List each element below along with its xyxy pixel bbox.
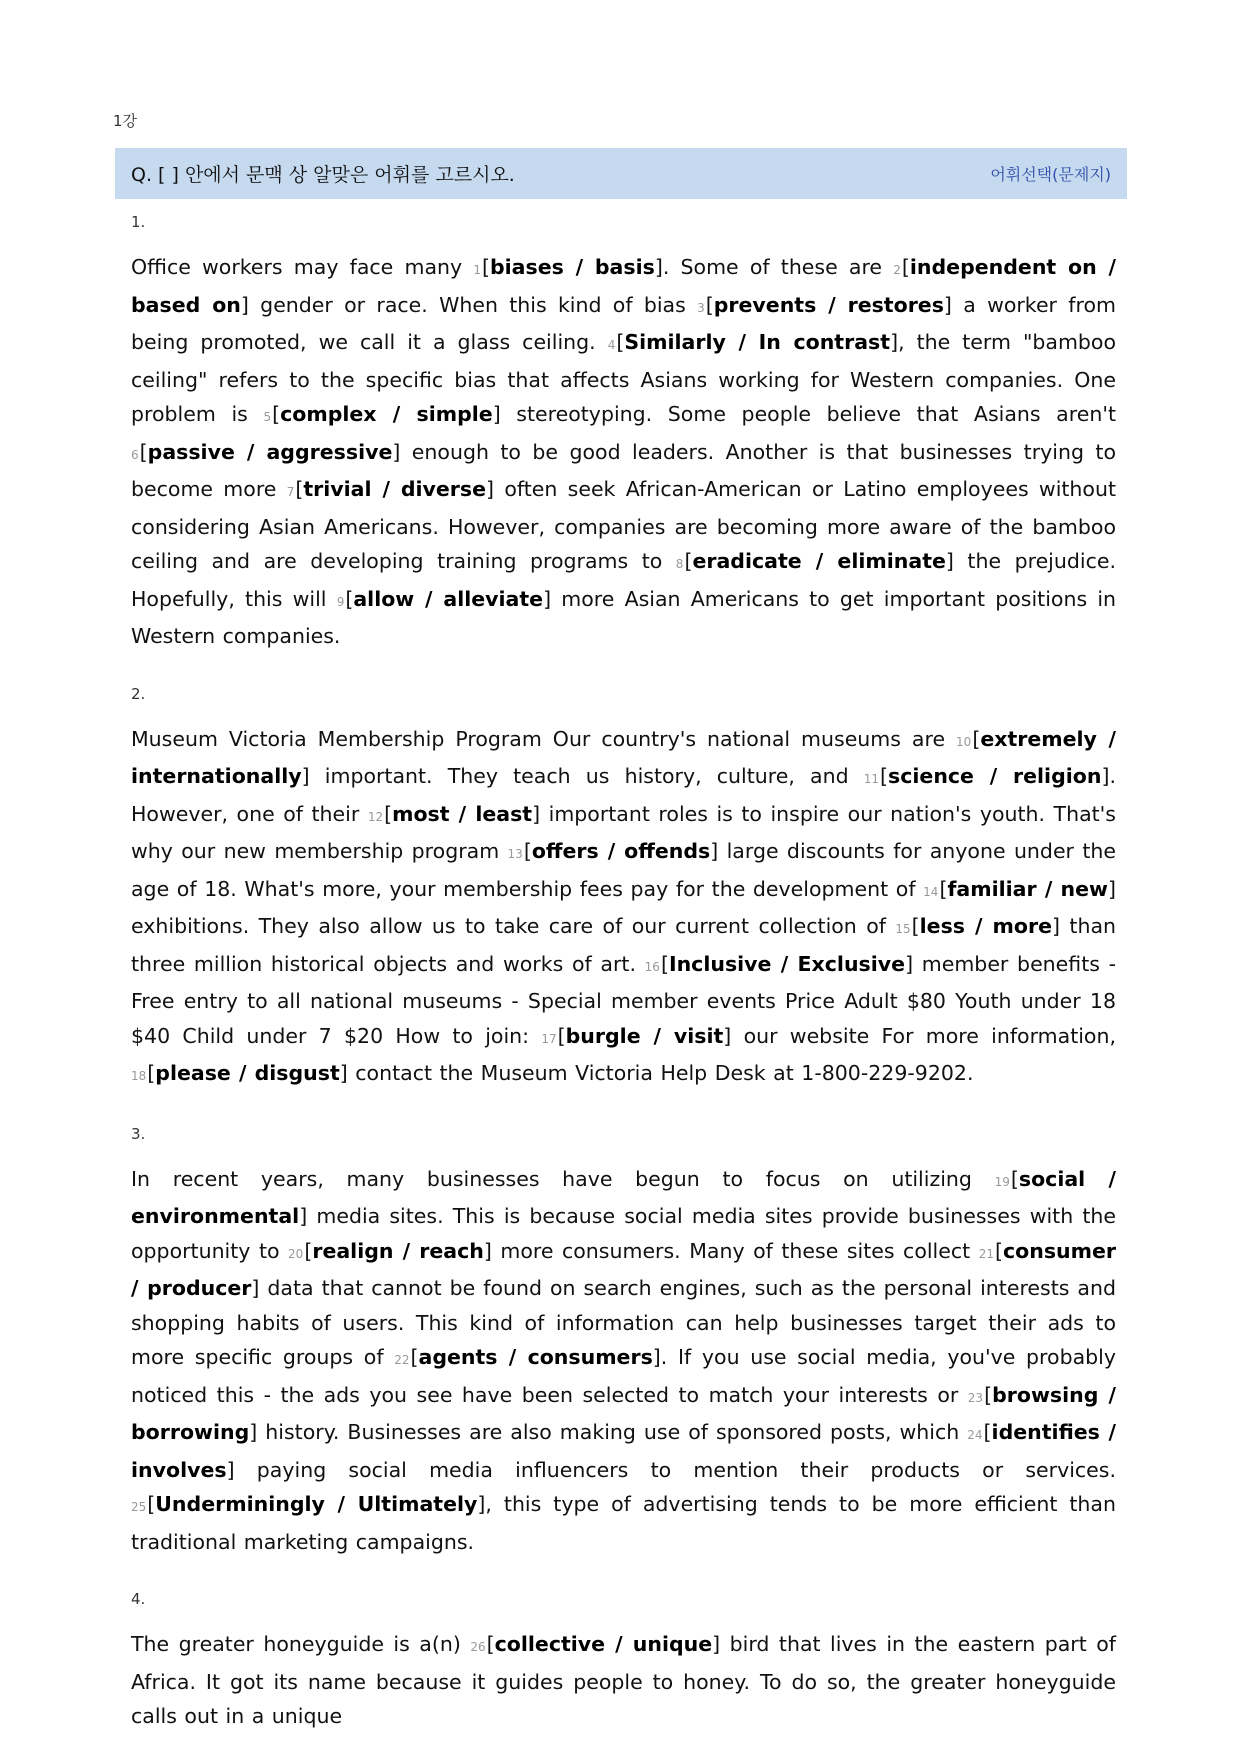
choice-options: familiar / new	[947, 876, 1108, 901]
choice-number: 14	[923, 884, 939, 899]
passage-text: . Some of these are	[662, 255, 894, 279]
questions-container	[131, 212, 1116, 1764]
vocab-choice: 21[consumer / producer]	[131, 1238, 1116, 1300]
passage-text: than three million historical objects and works of art.	[131, 914, 1116, 976]
question-block	[131, 212, 1116, 654]
choice-number: 13	[507, 847, 523, 861]
choice-options: most / least	[392, 801, 533, 826]
vocab-choice: 16[Inclusive / Exclusive]	[644, 951, 914, 976]
choice-options: offers / offends	[531, 839, 711, 863]
choice-number: 19	[994, 1174, 1010, 1189]
question-number: 2.	[131, 684, 146, 703]
vocab-choice: 8[eradicate / eliminate]	[675, 549, 954, 573]
choice-number: 17	[541, 1031, 557, 1046]
passage-text: enough to be good leaders. Another is that businesses trying to become more	[131, 439, 1116, 501]
worksheet-type-tag: 어휘선택(문제지)	[990, 165, 1111, 184]
choice-number: 1	[473, 263, 481, 277]
passage-text: The greater honeyguide is a(n)	[131, 1632, 471, 1656]
choice-options: consumer / producer	[131, 1238, 1116, 1300]
question-number: 4.	[131, 1590, 146, 1608]
question-passage	[131, 250, 1116, 654]
passage-text: important roles is to inspire our nation's youth. That's why our new membership program	[131, 801, 1116, 863]
choice-options: browsing / borrowing	[131, 1382, 1116, 1444]
passage-text: important. They teach us history, culture, and	[309, 764, 864, 788]
vocab-choice: 14[familiar / new]	[923, 876, 1116, 901]
choice-number: 21	[978, 1246, 994, 1261]
passage-text: data that cannot be found on search engines, such as the personal interests and shopping habits of users. This kind of information can help businesses target their ads to more specific groups of	[131, 1276, 1116, 1369]
choice-number: 23	[967, 1390, 984, 1405]
question-block	[131, 1589, 1116, 1734]
passage-text: In recent years, many businesses have begun to focus on utilizing	[131, 1166, 995, 1191]
vocab-choice: 4[Similarly / In contrast]	[607, 330, 899, 354]
instruction-title: Q. [ ] 안에서 문맥 상 알맞은 어휘를 고르시오.	[131, 164, 515, 186]
choice-number: 2	[893, 263, 901, 277]
vocab-choice: 10[extremely / internationally]	[131, 726, 1116, 788]
choice-options: collective / unique	[494, 1632, 713, 1656]
choice-options: extremely / internationally	[131, 726, 1116, 788]
choice-number: 5	[263, 410, 272, 424]
choice-number: 3	[697, 300, 705, 315]
passage-text: stereotyping. Some people believe that Asians aren't	[500, 402, 1116, 426]
question-number: 3.	[131, 1124, 146, 1143]
vocab-choice: 20[realign / reach]	[288, 1238, 492, 1263]
passage-text: , this type of advertising tends to be more efficient than traditional marketing campaigns.	[131, 1492, 1116, 1554]
choice-options: burgle / visit	[565, 1023, 724, 1048]
choice-options: Underminingly / Ultimately	[155, 1492, 478, 1516]
vocab-choice: 24[identifies / involves]	[131, 1420, 1116, 1482]
vocab-choice: 23[browsing / borrowing]	[131, 1382, 1116, 1444]
choice-options: realign / reach	[312, 1238, 484, 1263]
question-number: 1.	[131, 213, 146, 231]
passage-text: more consumers. Many of these sites collect	[491, 1238, 979, 1263]
choice-number: 20	[288, 1246, 304, 1261]
choice-options: less / more	[919, 914, 1052, 938]
choice-number: 15	[895, 922, 911, 936]
passage-text: history. Businesses are also making use of sponsored posts, which	[257, 1420, 968, 1444]
passage-text: our website For more information,	[731, 1023, 1116, 1048]
vocab-choice: 1[biases / basis]	[473, 255, 663, 279]
choice-number: 18	[131, 1069, 147, 1083]
choice-options: passive / aggressive	[147, 439, 393, 464]
passage-text: often seek African-American or Latino employees without considering Asian Americans. However, companies are becoming more aware of the bamboo ceiling and are developing training programs to	[131, 477, 1116, 573]
choice-number: 4	[607, 338, 616, 352]
choice-number: 6	[131, 447, 139, 462]
choice-options: agents / consumers	[418, 1345, 653, 1369]
question-block	[131, 1124, 1116, 1560]
passage-text: , the term "bamboo ceiling" refers to the specific bias that affects Asians working for Western companies. One problem is	[131, 330, 1117, 426]
passage-text: gender or race. When this kind of bias	[248, 292, 698, 317]
passage-text: exhibitions. They also allow us to take care of our current collection of	[131, 914, 896, 938]
choice-number: 16	[644, 959, 660, 974]
vocab-choice: 25[Underminingly / Ultimately]	[131, 1492, 486, 1516]
choice-options: social / environmental	[131, 1166, 1116, 1228]
choice-number: 24	[967, 1428, 983, 1442]
vocab-choice: 12[most / least]	[367, 801, 541, 826]
question-passage	[131, 722, 1116, 1094]
vocab-choice: 26[collective / unique]	[470, 1632, 721, 1656]
choice-options: identifies / involves	[131, 1420, 1116, 1482]
question-passage	[131, 1162, 1116, 1560]
vocab-choice: 3[prevents / restores]	[697, 292, 952, 317]
choice-options: independent on / based on	[131, 255, 1116, 317]
passage-text: paying social media influencers to mention their products or services.	[234, 1457, 1116, 1482]
choice-number: 11	[863, 772, 880, 786]
choice-options: please / disgust	[155, 1061, 340, 1085]
choice-options: allow / alleviate	[353, 586, 544, 611]
vocab-choice: 11[science / religion]	[863, 764, 1110, 788]
passage-text: contact the Museum Victoria Help Desk at 1-800-229-9202.	[347, 1061, 974, 1085]
passage-text: large discounts for anyone under the age of 18. What's more, your membership fees pay for the development of	[131, 839, 1116, 901]
vocab-choice: 7[trivial / diverse]	[286, 477, 495, 501]
vocab-choice: 5[complex / simple]	[263, 402, 501, 426]
passage-text: bird that lives in the eastern part of Africa. It got its name because it guides people to honey. To do so, the greater honeyguide calls out in a unique	[131, 1632, 1116, 1728]
vocab-choice: 15[less / more]	[895, 914, 1060, 938]
choice-number: 22	[394, 1353, 410, 1367]
vocab-choice: 9[allow / alleviate]	[336, 586, 552, 611]
choice-number: 8	[675, 557, 684, 571]
choice-options: prevents / restores	[713, 292, 944, 317]
choice-options: Similarly / In contrast	[624, 330, 891, 354]
choice-options: Inclusive / Exclusive	[668, 951, 906, 976]
vocab-choice: 17[burgle / visit]	[541, 1023, 732, 1048]
passage-text: member benefits - Free entry to all national museums - Special member events Price Adult $80 Youth under 18 $40 Child under 7 $20 How to join:	[131, 951, 1117, 1048]
vocab-choice: 6[passive / aggressive]	[131, 439, 401, 464]
choice-options: trivial / diverse	[303, 477, 487, 501]
choice-number: 7	[286, 485, 295, 499]
question-block	[131, 684, 1116, 1094]
vocab-choice: 22[agents / consumers]	[394, 1345, 661, 1369]
choice-number: 10	[956, 734, 972, 749]
vocab-choice: 19[social / environmental]	[131, 1166, 1116, 1228]
passage-text: a worker from being promoted, we call it a glass ceiling.	[131, 292, 1116, 354]
question-passage	[131, 1627, 1116, 1734]
instruction-bar	[115, 148, 1127, 199]
choice-number: 25	[131, 1500, 147, 1514]
passage-text: . However, one of their	[131, 764, 1116, 826]
choice-options: eradicate / eliminate	[692, 549, 946, 573]
choice-options: science / religion	[888, 764, 1102, 788]
vocab-choice: 2[independent on / based on]	[131, 255, 1116, 317]
choice-number: 12	[367, 809, 384, 824]
vocab-choice: 18[please / disgust]	[131, 1061, 348, 1085]
passage-text: media sites. This is because social media sites provide businesses with the opportunity to	[131, 1204, 1116, 1263]
passage-text: . If you use social media, you've probably noticed this - the ads you see have been selected to match your interests or	[131, 1345, 1116, 1407]
passage-text: Office workers may face many	[131, 255, 474, 279]
choice-number: 9	[336, 594, 345, 609]
choice-options: complex / simple	[280, 402, 493, 426]
passage-text: the prejudice. Hopefully, this will	[131, 549, 1116, 611]
choice-options: biases / basis	[489, 255, 655, 279]
lesson-label: 1강	[113, 112, 138, 130]
choice-number: 26	[470, 1640, 486, 1654]
passage-text: Museum Victoria Membership Program Our country's national museums are	[131, 726, 957, 751]
vocab-choice: 13[offers / offends]	[507, 839, 719, 863]
passage-text: more Asian Americans to get important positions in Western companies.	[131, 586, 1117, 648]
